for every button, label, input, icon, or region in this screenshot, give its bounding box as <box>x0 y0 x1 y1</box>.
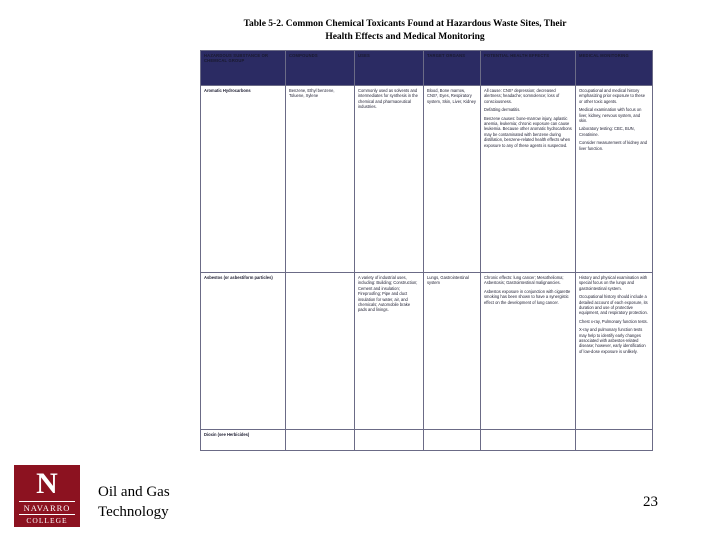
table-row <box>201 273 653 430</box>
cell-uses <box>355 430 424 451</box>
footer-title <box>98 482 170 522</box>
cell-uses: Commonly used as solvents and intermediates for synthesis in the chemical and pharmaceutical industries. <box>355 86 424 273</box>
monitoring-paragraph: Laboratory testing: CBC, BUN, Creatinine. <box>579 126 635 137</box>
effect-paragraph: Defatting dermatitis. <box>484 107 521 113</box>
monitoring-paragraph: X-ray and pulmonary function tests may help to identify early changes associated with asbestos-related disease; however, early identification of low-dose exposure is unlikely. <box>579 327 646 354</box>
cell-substance: Asbestos (or asbestiform particles) <box>201 273 286 430</box>
header-target-organs: TARGET ORGANS <box>424 51 481 86</box>
cell-target-organs <box>424 430 481 451</box>
cell-compounds <box>286 430 355 451</box>
header-uses: USES <box>355 51 424 86</box>
cell-medical-monitoring <box>576 430 653 451</box>
table-caption <box>200 18 610 44</box>
cell-compounds: Benzene, Ethyl benzene, Toluene, Xylene <box>286 86 355 273</box>
cell-substance: Dioxin (see Herbicides) <box>201 430 286 451</box>
cell-substance: Aromatic Hydrocarbons <box>201 86 286 273</box>
monitoring-paragraph: Occupational history should include a detailed account of each exposure, its duration and use of protective equipment, and respiratory protection. <box>579 294 648 316</box>
effect-paragraph: Benzene causes: bone-marrow injury, aplastic anemia, leukemia; chronic exposure can cause leukemia. Because other aromatic hydrocarbons may be contaminated with benzene during distillation, benzene-related health effects when exposure to any of these agents is suspected. <box>484 115 572 148</box>
monitoring-paragraph: Occupational and medical history emphasizing prior exposure to these or other toxic agents. <box>579 88 645 104</box>
header-compounds: COMPOUNDS <box>286 51 355 86</box>
footer-title-line2: Technology <box>98 504 169 520</box>
table-caption-line1: Table 5-2. Common Chemical Toxicants Found at Hazardous Waste Sites, Their <box>243 19 567 29</box>
monitoring-paragraph: Chest x-ray, Pulmonary function tests. <box>579 318 648 324</box>
cell-medical-monitoring <box>576 86 653 273</box>
cell-medical-monitoring <box>576 273 653 430</box>
effect-paragraph: Chronic effects: lung cancer; Mesothelioma; Asbestosis; Gastrointestinal malignancies. <box>484 275 564 286</box>
table-figure <box>200 18 648 451</box>
cell-target-organs: Lungs, Gastrointestinal system <box>424 273 481 430</box>
cell-target-organs: Blood, Bone marrow, CNS*, Eyes, Respiratory system, Skin, Liver, Kidney <box>424 86 481 273</box>
cell-health-effects <box>481 273 576 430</box>
effect-paragraph: All cause: CNS* depression; decreased alertness; headache; somnolence; loss of consciousness. <box>484 88 560 104</box>
logo-name: NAVARRO <box>19 501 75 513</box>
navarro-college-logo <box>14 465 80 527</box>
table-header-row <box>201 51 653 86</box>
monitoring-paragraph: History and physical examination with special focus on the lungs and gastrointestinal system. <box>579 275 648 291</box>
header-potential-health-effects: POTENTIAL HEALTH EFFECTS <box>481 51 576 86</box>
header-hazardous-substance: HAZARDOUS SUBSTANCE OR CHEMICAL GROUP <box>201 51 286 86</box>
table-row <box>201 430 653 451</box>
table-caption-line2: Health Effects and Medical Monitoring <box>325 32 485 42</box>
table-row <box>201 86 653 273</box>
monitoring-paragraph: Consider measurement of kidney and liver function. <box>579 140 648 151</box>
cell-uses: A variety of industrial uses, including: Building; Construction; Cement and insulation; Fireproofing; Pipe and duct insulation for water, air, and chemicals; Automobile brake pads and linings. <box>355 273 424 430</box>
cell-health-effects <box>481 430 576 451</box>
header-medical-monitoring: MEDICAL MONITORING <box>576 51 653 86</box>
cell-health-effects <box>481 86 576 273</box>
logo-letter: N <box>36 467 58 500</box>
logo-type: COLLEGE <box>19 514 75 525</box>
effect-paragraph: Asbestos exposure in conjunction with cigarette smoking has been shown to have a synergistic effect on the development of lung cancer. <box>484 288 571 305</box>
page-number: 23 <box>643 494 658 510</box>
monitoring-paragraph: Medical examination with focus on liver, kidney, nervous system, and skin. <box>579 107 642 124</box>
footer-title-line1: Oil and Gas <box>98 484 170 500</box>
cell-compounds <box>286 273 355 430</box>
toxicants-table <box>200 50 653 451</box>
